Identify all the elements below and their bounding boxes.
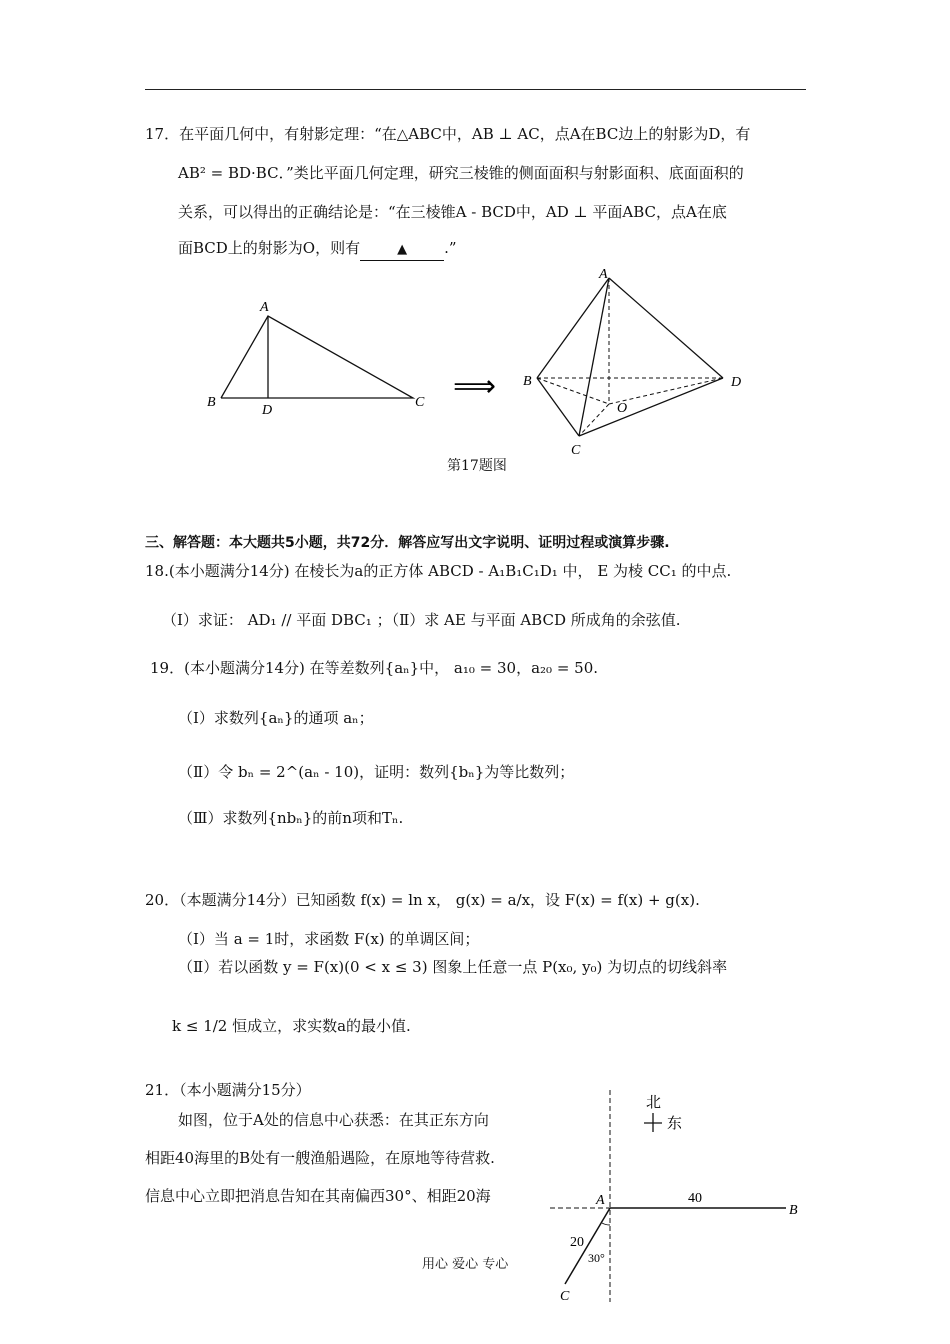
angle-arc <box>602 1223 610 1225</box>
q20-line1: 20．（本题满分14分）已知函数 f(x) = ln x， g(x) = a/x，设 F(x) = f(x) + g(x). <box>145 891 700 909</box>
pyr-label-o: O <box>617 401 628 416</box>
q19-part2: （Ⅱ）令 bₙ = 2^(aₙ - 10)，证明：数列{bₙ}为等比数列； <box>178 763 575 781</box>
q17-line4-text: 面BCD上的射影为O，则有 <box>178 239 361 257</box>
q18-line2: （Ⅰ）求证： AD₁ // 平面 DBC₁ ；（Ⅱ）求 AE 与平面 ABCD 所成角的余弦值. <box>162 611 681 629</box>
tri-label-b: B <box>207 395 216 410</box>
point-c-label: C <box>560 1289 570 1304</box>
pyr-label-d: D <box>731 375 742 390</box>
distance-40-label: 40 <box>688 1191 702 1206</box>
point-b-label: B <box>789 1203 798 1218</box>
implies-arrow: ⟹ <box>453 370 497 403</box>
east-label: 东 <box>667 1116 683 1132</box>
q19-part1: （Ⅰ）求数列{aₙ}的通项 aₙ； <box>178 709 374 727</box>
q20-part3: k ≤ 1/2 恒成立，求实数a的最小值. <box>172 1017 411 1035</box>
q17-line2: AB² = BD·BC．”类比平面几何定理，研究三棱锥的侧面面积与射影面积、底面面积的 <box>178 164 744 182</box>
distance-20-label: 20 <box>570 1235 584 1250</box>
q20-part2: （Ⅱ）若以函数 y = F(x)(0 < x ≤ 3) 图象上任意一点 P(x₀, y₀) 为切点的切线斜率 <box>178 958 728 976</box>
q17-line1: 17．在平面几何中，有射影定理：“在△ABC中，AB ⊥ AC，点A在BC边上的射影为D，有 <box>145 125 751 143</box>
q19-part3: （Ⅲ）求数列{nbₙ}的前n项和Tₙ. <box>178 809 404 827</box>
q21-line1: 21．（本小题满分15分） <box>145 1081 311 1099</box>
pyr-label-a: A <box>599 267 608 282</box>
header-rule <box>145 89 806 90</box>
pyr-label-b: B <box>523 374 532 389</box>
tri-label-a: A <box>260 300 269 315</box>
section-heading: 三、解答题：本大题共5小题，共72分．解答应写出文字说明、证明过程或演算步骤. <box>145 535 670 551</box>
q20-part1: （Ⅰ）当 a = 1时，求函数 F(x) 的单调区间； <box>178 930 480 948</box>
angle-30-label: 30° <box>588 1251 605 1265</box>
tri-label-c: C <box>415 395 425 410</box>
q17-line3: 关系，可以得出的正确结论是：“在三棱锥A - BCD中，AD ⊥ 平面ABC，点A在底 <box>178 203 727 221</box>
north-label: 北 <box>646 1095 662 1111</box>
q21-line4: 信息中心立即把消息告知在其南偏西30°、相距20海 <box>145 1187 491 1205</box>
figure-caption: 第17题图 <box>447 458 507 474</box>
q17-blank-mark: ▲ <box>397 242 408 257</box>
page-footer: 用心 爱心 专心 <box>422 1257 509 1272</box>
pyr-label-c: C <box>571 443 581 458</box>
plane-triangle-figure <box>207 300 425 418</box>
q19-line1: 19．(本小题满分14分) 在等差数列{aₙ}中， a₁₀ = 30，a₂₀ = 50. <box>150 659 599 677</box>
q21-figure <box>540 1090 810 1310</box>
q17-line4-end: .” <box>444 239 457 257</box>
q17-answer-blank <box>360 240 444 261</box>
q21-line2: 如图，位于A处的信息中心获悉：在其正东方向 <box>178 1111 489 1129</box>
pyramid-figure <box>523 267 741 458</box>
q17-figure <box>195 262 775 462</box>
q21-line3: 相距40海里的B处有一艘渔船遇险，在原地等待营救. <box>145 1149 495 1167</box>
q18-line1: 18.(本小题满分14分) 在棱长为a的正方体 ABCD - A₁B₁C₁D₁ 中， E 为棱 CC₁ 的中点. <box>145 562 732 580</box>
point-a-label: A <box>596 1193 605 1208</box>
tri-label-d: D <box>262 403 273 418</box>
q17-line4 <box>178 238 457 261</box>
